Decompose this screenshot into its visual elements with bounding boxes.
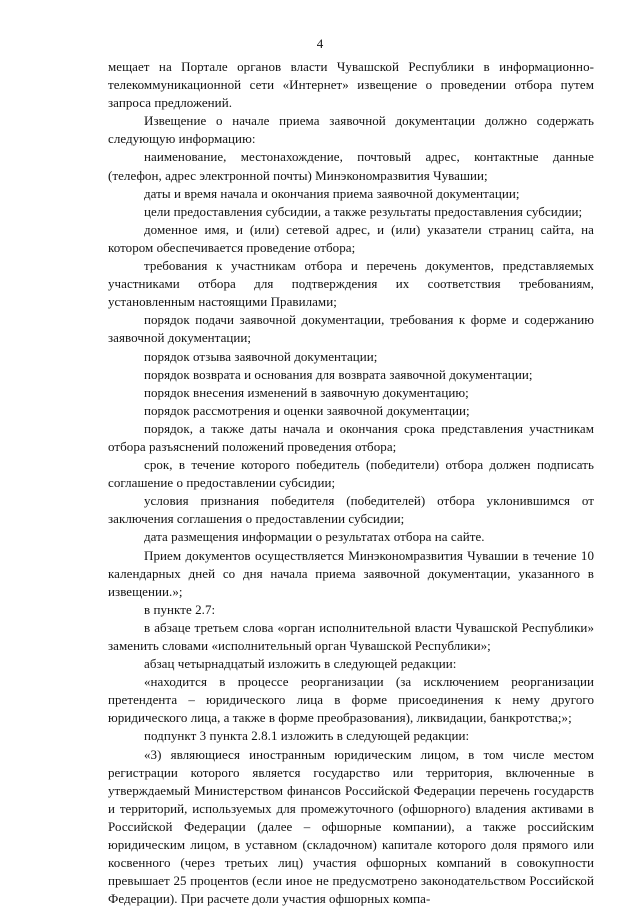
paragraph: порядок возврата и основания для возврата заявочной документации; xyxy=(144,366,533,382)
paragraph: порядок подачи заявочной документации, требования к форме и содержанию заявочной документации; xyxy=(108,312,594,346)
paragraph: цели предоставления субсидии, а также результаты предоставления субсидии; xyxy=(144,203,583,219)
paragraph: доменное имя, и (или) сетевой адрес, и (или) указатели страниц сайта, на котором обеспечивается проведение отбора; xyxy=(108,221,594,255)
paragraph: порядок внесения изменений в заявочную документацию; xyxy=(144,384,469,400)
paragraph: порядок, а также даты начала и окончания срока представления участникам отбора разъяснений положений проведения отбора; xyxy=(108,420,594,454)
paragraph: даты и время начала и окончания приема заявочной документации; xyxy=(144,185,520,201)
paragraph: дата размещения информации о результатах отбора на сайте. xyxy=(144,529,485,545)
paragraph: абзац четырнадцатый изложить в следующей редакции: xyxy=(144,656,457,672)
paragraph: условия признания победителя (победителей) отбора уклонившимся от заключения соглашения о предоставлении субсидии; xyxy=(108,493,594,527)
paragraph: Извещение о начале приема заявочной документации должно содержать следующую информацию: xyxy=(108,113,594,147)
paragraph: срок, в течение которого победитель (победители) отбора должен подписать соглашение о предоставлении субсидии; xyxy=(108,457,594,491)
paragraph: порядок отзыва заявочной документации; xyxy=(144,348,378,364)
paragraph: требования к участникам отбора и перечень документов, представляемых участниками отбора для подтверждения их соответствия требованиям, установленным настоящими Правилами; xyxy=(108,258,594,310)
paragraph: мещает на Портале органов власти Чувашской Республики в информационно-телекоммуникационной сети «Интернет» извещение о проведении отбора путем запроса предложений. xyxy=(108,59,594,111)
paragraph: порядок рассмотрения и оценки заявочной документации; xyxy=(144,402,470,418)
paragraph: «3) являющиеся иностранным юридическим лицом, в том числе местом регистрации которого является государство или территория, включенные в утверждаемый Министерством финансов Российской Федерации перечень государств и территорий, используемых для промежуточного (офшорного) владения активами в Российской Федерации (далее – офшорные компании), а также российским юридическим лицом, в уставном (складочном) капитале которого доля прямого или косвенного (через третьих лиц) участия офшорных компаний в совокупности превышает 25 процентов (если иное не предусмотрено законодательством Российской Федерации). При расчете доли участия офшорных компа- xyxy=(108,746,594,907)
paragraph: в абзаце третьем слова «орган исполнительной власти Чувашской Республики» заменить словами «исполнительный орган Чувашской Республики»; xyxy=(108,619,594,653)
document-body xyxy=(108,58,594,908)
page-number: 4 xyxy=(316,36,324,51)
paragraph: в пункте 2.7: xyxy=(144,601,216,617)
paragraph: наименование, местонахождение, почтовый адрес, контактные данные (телефон, адрес электронной почты) Минэкономразвития Чувашии; xyxy=(108,149,594,183)
paragraph: «находится в процессе реорганизации (за исключением реорганизации претендента – юридического лица в форме присоединения к нему другого юридического лица, а также в форме преобразования), ликвидации, банкротства;»; xyxy=(108,674,594,726)
paragraph: подпункт 3 пункта 2.8.1 изложить в следующей редакции: xyxy=(144,728,470,744)
paragraph: Прием документов осуществляется Минэкономразвития Чувашии в течение 10 календарных дней со дня начала приема заявочной документации, указанного в извещении.»; xyxy=(108,547,594,599)
